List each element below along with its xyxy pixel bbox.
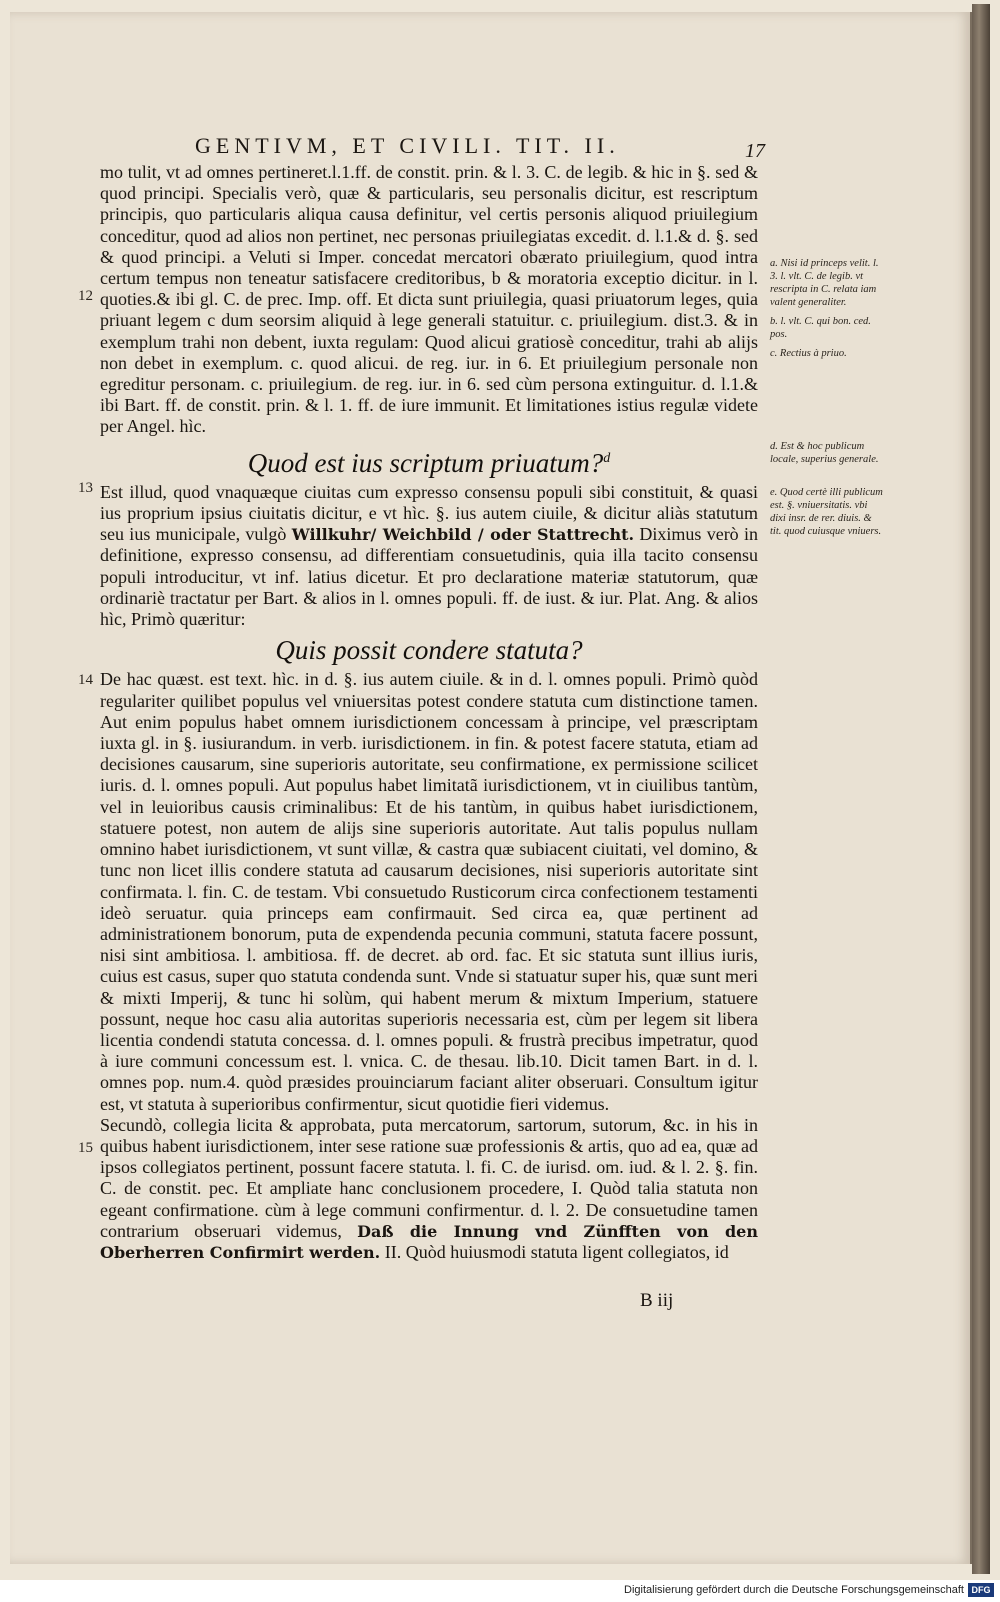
paragraph-2-german: Willkuhr/ Weichbild / oder Stattrecht. <box>291 525 635 545</box>
margin-note-c: c. Rectius à priuo. <box>770 348 847 359</box>
margin-notes <box>770 257 885 544</box>
heading-1-note-marker: d <box>603 450 611 466</box>
paragraph-2-latin-a: Est illud, quod vnaquæque ciuitas cum expresso consensu populi sibi constituit, & quasi ius proprium ipsius ciuitatis dicitur, e vt hìc. §. ius autem ciuile, & dicitur aliàs statutum seu ius municipale, vulgò <box>100 481 758 545</box>
dfg-logo: DFG <box>968 1583 994 1597</box>
paragraph-2-latin-b: Diximus verò in definitione, expresso consensu, ad differentiam consuetudinis, quia illa tacito consensu populi introducitur, vt inf. latius dicetur. Et pro declaratione materiæ statutorum, quæ ordinariè tractatur per Bart. & alios in l. omnes populi. ff. de iust. & iur. Plat. Ang. & alios hìc, Primò quæritur: <box>100 524 759 630</box>
paragraph-2 <box>100 482 758 630</box>
paragraph-1: mo tulit, vt ad omnes pertineret.l.1.ff. de constit. prin. & l. 3. C. de legib. & hic in §. sed & quod principi. Specialis verò, quæ & particularis, seu personalis dicitur, est rescriptum principis, quo particularis aliqua causa definitur, vel certis personis aliquod priuilegium conceditur, quod ad alios non pertinet, nec personas priuilegiatas excedit. d. l.1.& d. §. sed & quod principi. a Veluti si Imper. concedat mercatori obærato priuilegium, quod intra certum tempus non teneatur satisfacere creditoribus, b & moratoria exceptio dicitur. in l. quoties.& ibi gl. C. de prec. Imp. off. Et dicta sunt priuilegia, quasi priuatorum leges, quia priuant legem c dum seorsim aliquid à lege generali statuitur. c. priuilegium. dist.3. & in exemplum trahi non debent, iuxta regulam: Quod alicui gratiosè conceditur, trahi ab alijs non debet in exemplum. c. quod alicui. de reg. iur. in 6. Et priuilegium personale non egreditur personam. c. priuilegium. de reg. iur. in 6. sed cùm persona extinguitur. d. l.1.& ibi Bart. ff. de constit. prin. & l. 1. ff. de iure immunit. Et limitationes istius regulæ videte per Angel. hìc. <box>100 162 758 437</box>
paragraph-3: De hac quæst. est text. hìc. in d. §. ius autem ciuile. & in d. l. omnes populi. Primò quòd regulariter quilibet populus vel vniuersitas potest condere statuta cum distinctione tamen. Aut enim populus habet omnem iurisdictionem concessam à principe, vel præscriptam iuxta gl. in §. iusiurandum. in verb. iurisdictionem. in fin. & potest facere statuta, etiam ad decisiones causarum, sine superioris autoritate, seu confirmatione, ex permissione scilicet iuris. d. l. omnes populi. Aut populus habet limitatã iurisdictionem, vt in ciuilibus tantùm, vel in leuioribus causis criminalibus: Et de his tantùm, in quibus habet iurisdictionem, statuere potest, non autem de alijs sine superioris autoritate. Aut talis populus nullam omnino habet iurisdictionem, vt sunt villæ, & castra quæ subiacent ciuitati, vel domino, & tunc non licet illis condere statuta ad causarum decisiones, nisi superioris autoritate sint confirmata. l. fin. C. de testam. Vbi consuetudo Rusticorum circa confectionem testamenti ideò seruatur. quia princeps eam confirmauit. Sed circa ea, quæ pertinent ad administrationem bonorum, puta de expendenda pecunia communi, statuta facere possunt, nisi sint ambitiosa. l. ambitiosa. ff. de decret. ab ord. fac. Et sic statuta sunt illius iuris, cuius est casus, super quo statuta condenda sunt. Vnde si statuatur super his, quæ sunt meri & mixti Imperij, & tunc hi solùm, qui habent merum & mixtum Imperium, statuere possunt, neque hoc casu alia autoritas superioris necessaria est, cùm per legem sit libera licentia condendi statuta concessa. d. l. omnes populi. & frustrà precibus impetratur, quod à iure communi concessum est. l. vnica. C. de thesau. lib.10. Dicit tamen Bart. in d. l. omnes pop. num.4. quòd præsides prouinciarum faciant aliter obseruari. Consultum igitur est, vt statuta à superioribus confirmentur, sicut quotidie fieri videmus. <box>100 669 758 1114</box>
margin-note-e: e. Quod certè illi publicum est. §. vniuersitatis. vbi dixi insr. de rer. diuis. & tit. quod cuiusque vniuers. <box>770 487 883 537</box>
line-number-15: 15 <box>78 1140 93 1156</box>
line-number-12: 12 <box>78 288 93 304</box>
signature-mark: B iij <box>640 1290 674 1311</box>
margin-note-d: d. Est & hoc publicum locale, superius generale. <box>770 441 879 465</box>
paragraph-4 <box>100 1115 758 1263</box>
heading-1-text: Quod est ius scriptum priuatum? <box>247 447 604 478</box>
paragraph-4-latin-a: Secundò, collegia licita & approbata, puta mercatorum, sartorum, sutorum, &c. in his in quibus habent iurisdictionem, inter sese ratione suæ professionis & artis, quo ad ea, quæ ad ipsos collegiatos pertinent, possunt facere statuta. l. fi. C. de iurisd. om. iud. & l. 2. §. fin. C. de constit. pec. Et ampliate hanc conclusionem procedere, I. Quòd talia statuta non egeant confirmatione. cùm à lege communi confirmentur. d. l. 2. De consuetudine tamen contrarium obseruari videmus, <box>100 1114 758 1241</box>
heading-quis-possit: Quis possit condere statuta? <box>275 635 583 666</box>
heading-ius-scriptum-priuatum <box>100 447 758 478</box>
folio-number: 17 <box>745 140 765 162</box>
margin-note-b: b. l. vlt. C. qui bon. ced. pos. <box>770 316 871 340</box>
paragraph-4-german: Daß die Innung vnd Zünfften von den Oberherren Confirmirt werden. <box>100 1221 758 1262</box>
margin-note-a: a. Nisi id princeps velit. l. 3. l. vlt. C. de legib. vt rescripta in C. relata iam valent generaliter. <box>770 258 879 308</box>
line-number-14: 14 <box>78 672 93 688</box>
body-text <box>100 162 758 1263</box>
paragraph-4-latin-b: II. Quòd huiusmodi statuta ligent collegiatos, id <box>384 1241 729 1262</box>
running-title: GENTIVM, ET CIVILI. TIT. II. <box>195 133 620 158</box>
page-edge <box>972 4 990 1574</box>
footer-credit: Digitalisierung gefördert durch die Deutsche Forschungsgemeinschaft <box>624 1584 964 1596</box>
line-number-13: 13 <box>78 480 93 496</box>
